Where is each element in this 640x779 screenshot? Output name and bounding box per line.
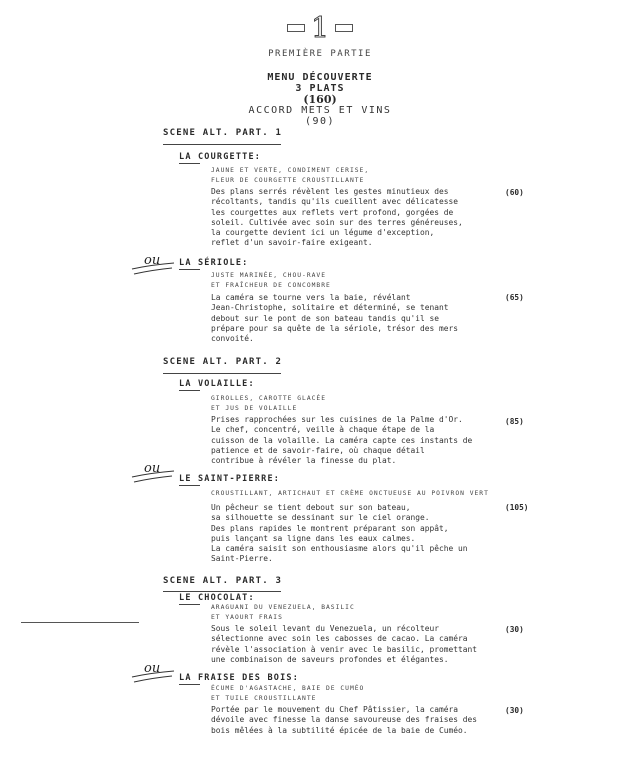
ingredient-line: ÉCUME D'AGASTACHE, BAIE DE CUMÉO (211, 685, 365, 692)
dish-ingredients (211, 603, 355, 623)
dish-description (211, 503, 491, 565)
dish-ingredients (211, 684, 364, 704)
dish-description (211, 415, 491, 466)
description-line: les courgettes aux reflets vert profond, gorgées de (211, 207, 454, 217)
ingredient-line: JUSTE MARINÉE, CHOU-RAVE (211, 272, 326, 279)
dish-description (211, 187, 491, 249)
description-line: une combinaison de saveurs profondes et élégantes. (211, 654, 449, 664)
description-line: La caméra saisit son enthousiasme alors qu'il pêche un (211, 544, 468, 554)
description-line: patience et de savoir-faire, où chaque détail (211, 445, 425, 455)
description-line: révèle l'association à venir avec le basilic, promettant (211, 644, 478, 654)
description-line: puis lançant sa ligne dans les eaux calmes. (211, 533, 416, 543)
dish-title: LA FRAISE DES BOIS: (179, 673, 300, 683)
menu-title (0, 72, 640, 94)
scene-underline-3 (163, 591, 281, 592)
description-line: cuisson de la volaille. La caméra capte ces instants de (211, 435, 473, 445)
ingredient-line: ET YAOURT FRAIS (211, 614, 283, 621)
dish-description (211, 293, 491, 344)
ou-text: ou (144, 461, 161, 476)
ingredient-line: ARAGUANI DU VENEZUELA, BASILIC (211, 604, 355, 611)
dish-underline (179, 604, 200, 605)
description-line: soleil. Cultivée avec soin sur des terres généreuses, (211, 217, 463, 227)
description-line: Des plans rapides le montrent préparant son appât, (211, 523, 449, 533)
dish-ingredients (211, 489, 489, 499)
description-line: Saint-Pierre. (211, 554, 273, 564)
ingredient-line: CROUSTILLANT, ARTICHAUT ET CRÈME ONCTUEUSE AU POIVRON VERT (211, 490, 489, 497)
menu-price: (160) (303, 93, 337, 106)
scene-underline-2 (163, 373, 281, 374)
description-line: sélectionne avec soin les cabosses de cacao. La caméra (211, 634, 468, 644)
description-line: contribue à révéler la finesse du plat. (211, 456, 397, 466)
dish-underline (179, 269, 200, 270)
dish-price: (85) (505, 417, 524, 426)
description-line: Jean-Christophe, solitaire et déterminé, se tenant (211, 303, 449, 313)
pairing-label: ACCORD METS ET VINS (248, 105, 392, 116)
dish-title: LE CHOCOLAT: (179, 593, 255, 603)
pairing-price: (90) (304, 116, 336, 127)
description-line: Portée par le mouvement du Chef Pâtissier, la caméra (211, 705, 459, 714)
ou-text: ou (144, 253, 161, 268)
ou-separator-script (130, 658, 176, 686)
description-line: debout sur le pont de son bateau tandis qu'il se (211, 313, 440, 323)
dish-description (211, 705, 491, 736)
ou-text: ou (144, 661, 161, 676)
description-line: bois mêlées à la subtilité épicée de la baie de Cuméo. (211, 725, 468, 735)
scene-title-2: SCENE ALT. PART. 2 (163, 357, 283, 367)
description-line: Des plans serrés révèlent les gestes minutieux des (211, 187, 449, 196)
scene-title-3: SCENE ALT. PART. 3 (163, 576, 283, 586)
dish-price: (105) (505, 503, 529, 512)
dish-title: LA VOLAILLE: (179, 379, 255, 389)
margin-rule (21, 622, 139, 623)
ingredient-line: ET JUS DE VOLAILLE (211, 405, 298, 412)
description-line: Un pêcheur se tient debout sur son bateau, (211, 503, 411, 512)
dish-price: (30) (505, 625, 524, 634)
description-line: Sous le soleil levant du Venezuela, un récolteur (211, 624, 440, 633)
menu-courses: 3 PLATS (295, 83, 345, 94)
description-line: récoltants, tandis qu'ils cueillent avec délicatesse (211, 197, 459, 207)
dish-underline (179, 485, 200, 486)
dish-title: LA COURGETTE: (179, 152, 262, 162)
description-line: la courgette devient ici un légume d'exception, (211, 228, 435, 238)
page-number-mark (0, 11, 640, 44)
description-line: reflet d'un savoir-faire exigeant. (211, 238, 373, 248)
ou-separator-script (130, 250, 176, 278)
description-line: sa silhouette se dessinant sur le ciel orange. (211, 513, 430, 523)
description-line: dévoile avec finesse la danse savoureuse des fraises des (211, 715, 478, 725)
right-dash-decoration (335, 24, 353, 32)
left-dash-decoration (287, 24, 305, 32)
dish-underline (179, 390, 200, 391)
dish-underline (179, 684, 200, 685)
scene-title-1: SCENE ALT. PART. 1 (163, 128, 283, 138)
dish-title: LE SAINT-PIERRE: (179, 474, 281, 484)
dish-underline (179, 163, 200, 164)
dish-ingredients (211, 271, 331, 291)
dish-ingredients (211, 394, 326, 414)
description-line: prépare pour sa quête de la sériole, trésor des mers (211, 323, 459, 333)
dish-description (211, 624, 491, 665)
part-title: PREMIÈRE PARTIE (268, 49, 372, 59)
ingredient-line: FLEUR DE COURGETTE CROUSTILLANTE (211, 177, 365, 184)
scene-underline-1 (163, 144, 281, 145)
description-line: Le chef, concentré, veille à chaque étape de la (211, 425, 435, 435)
dish-ingredients (211, 166, 369, 186)
ingredient-line: JAUNE ET VERTE, CONDIMENT CERISE, (211, 167, 370, 174)
description-line: Prises rapprochées sur les cuisines de la Palme d'Or. (211, 415, 463, 424)
ingredient-line: ET FRAÎCHEUR DE CONCOMBRE (211, 282, 331, 289)
menu-name: MENU DÉCOUVERTE (267, 72, 373, 83)
dish-price: (60) (505, 188, 524, 197)
description-line: La caméra se tourne vers la baie, révélant (211, 293, 411, 302)
dish-title: LA SÉRIOLE: (179, 258, 249, 268)
ingredient-line: ET TUILE CROUSTILLANTE (211, 695, 317, 702)
dish-price: (65) (505, 293, 524, 302)
dish-price: (30) (505, 706, 524, 715)
ingredient-line: GIROLLES, CAROTTE GLACÉE (211, 395, 326, 402)
pairing-block (0, 105, 640, 127)
description-line: convoité. (211, 334, 254, 344)
ou-separator-script (130, 458, 176, 486)
page-number: 1 (311, 11, 329, 44)
